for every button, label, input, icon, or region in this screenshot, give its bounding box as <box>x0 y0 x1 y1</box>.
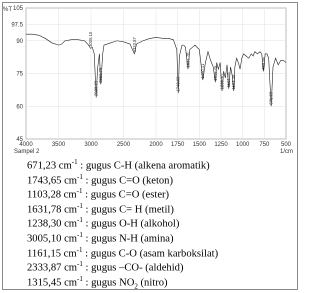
unit-exponent: -1 <box>77 274 83 283</box>
functional-group: : gugus C=O (ester) <box>82 189 170 201</box>
x-tick-label: 2500 <box>116 142 131 148</box>
functional-group: : gugus O-H (alkohol) <box>82 218 180 230</box>
x-tick-label: 1500 <box>192 142 207 148</box>
wavenumber: 1743,65 cm <box>27 175 78 187</box>
wavenumber: 3005,10 cm <box>27 233 78 245</box>
functional-group: : gugus C-H (alkena aromatik) <box>77 160 210 172</box>
x-tick-label: 3500 <box>51 142 66 148</box>
x-tick-label: 500 <box>280 142 292 148</box>
functional-group: : gugus –CO- (aldehid) <box>82 262 184 274</box>
x-axis-left-caption: Sampel 2 <box>14 149 40 155</box>
y-tick-label: 75 <box>16 71 23 78</box>
x-tick-label: 750 <box>259 142 270 148</box>
wavenumber: 1315,45 cm <box>27 277 78 289</box>
peak-label: 1631.78 <box>185 52 191 68</box>
wavenumber: 1631,78 cm <box>27 204 78 216</box>
unit-exponent: -1 <box>71 158 78 166</box>
y-tick-label: 97.5 <box>11 22 23 29</box>
peak-label: 1315.45 <box>212 65 218 81</box>
y-tick-labels <box>11 6 23 143</box>
peak-label: 1238.30 <box>219 74 225 90</box>
wavenumber: 1238,30 cm <box>27 218 78 230</box>
functional-group: : gugus C=O (keton) <box>82 175 174 187</box>
x-axis-unit: 1/cm <box>280 149 294 155</box>
x-tick-label: 3000 <box>84 142 98 148</box>
unit-exponent: -1 <box>77 172 83 181</box>
unit-exponent: -1 <box>77 201 83 210</box>
unit-exponent: -1 <box>77 216 83 225</box>
unit-exponent: -1 <box>77 231 83 239</box>
peak-label: 3005.10 <box>88 31 94 47</box>
wavenumber: 1161,15 cm <box>27 248 77 260</box>
peak-label: 2920.23 <box>93 80 99 97</box>
x-tick-label: 2000 <box>149 142 163 148</box>
peak-label: 1103.28 <box>231 74 237 90</box>
peak-label: 759.95 <box>260 57 266 70</box>
formula-subscript: 2 <box>134 282 138 291</box>
y-axis-unit: %T <box>3 7 12 13</box>
x-tick-labels <box>19 142 291 148</box>
y-tick-label: 90 <box>16 38 23 45</box>
x-tick-label: 4000 <box>19 142 33 148</box>
peak-label: 1161.15 <box>226 72 232 88</box>
functional-group: : gugus C-O (asam karboksilat) <box>82 248 219 260</box>
functional-group: : gugus NO <box>82 277 135 289</box>
x-tick-label: 1750 <box>170 142 185 148</box>
peak-label: 2333.87 <box>131 37 137 53</box>
peak-label: 671.23 <box>268 91 274 105</box>
peak-label: 2850.79 <box>98 67 104 83</box>
x-tick-label: 1250 <box>214 142 228 148</box>
functional-group: : gugus N-H (amina) <box>82 233 174 245</box>
unit-exponent: -1 <box>76 187 83 196</box>
wavenumber: 1103,28 cm <box>27 189 77 201</box>
functional-group-tail: (nitro) <box>137 277 168 289</box>
x-tick-label: 1000 <box>235 142 250 148</box>
peak-label: 1460.11 <box>200 63 206 79</box>
unit-exponent: -1 <box>76 245 83 254</box>
y-tick-label: 45 <box>16 137 23 143</box>
peak-label: 1743.65 <box>175 76 181 92</box>
y-tick-label: 105 <box>12 6 23 12</box>
functional-group: : gugus C= H (metil) <box>82 204 174 216</box>
wavenumber: 671,23 cm <box>27 160 72 172</box>
wavenumber: 2333,87 cm <box>27 262 78 274</box>
unit-exponent: -1 <box>77 260 83 269</box>
y-tick-label: 60 <box>16 104 23 111</box>
assignment-row <box>27 272 168 293</box>
